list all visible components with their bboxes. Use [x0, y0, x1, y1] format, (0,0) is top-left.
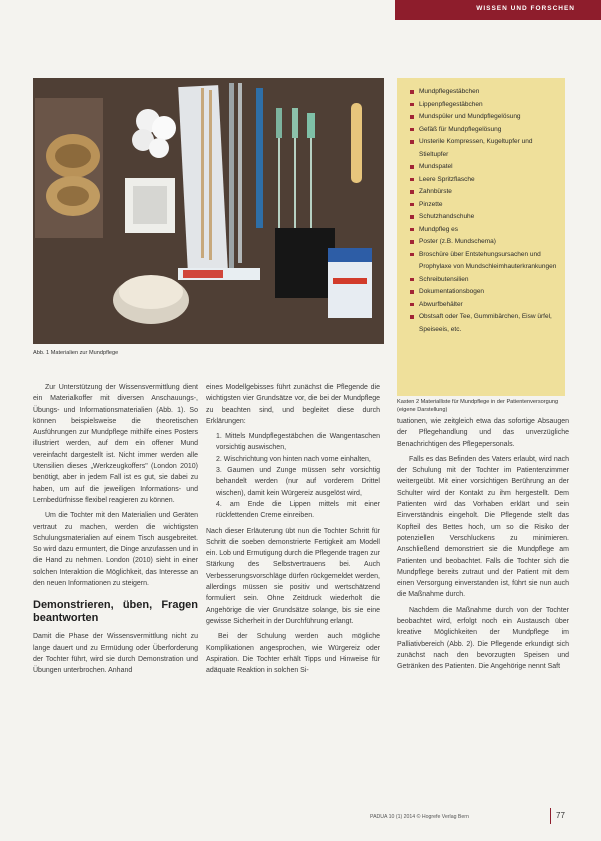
footer-divider	[550, 808, 551, 824]
text-column-1	[33, 382, 198, 681]
list-item: Schreibutensilien	[409, 274, 559, 287]
list-item: 4. am Ende die Lippen mittels mit einer rückfettenden Creme einreiben.	[216, 500, 380, 520]
paragraph: tuationen, wie zeitgleich etwa das sofortige Absaugen der Pflegehandlung und das unverzügliche Benachrichtigen des Pflegepersonals.	[397, 418, 569, 448]
journal-footer: PADUA 10 (1) 2014 © Hogrefe Verlag Bern	[370, 814, 469, 820]
paragraph: Nachdem die Maßnahme durch von der Tochter beobachtet wird, erfolgt noch ein Austausch über kreative Möglichkeiten der Mundpflege im Palliativbereich (Abb. 2). Die Pflegende erkundigt sich zunächst nach den bevorzugten Speisen und Getränken des Patienten. Die Angehörige nennt Saft	[397, 606, 569, 671]
list-item: 3. Gaumen und Zunge müssen sehr vorsichtig behandelt werden (nur auf vorderem Drittel wischen), damit kein Würgereiz ausgelöst wird,	[216, 467, 380, 497]
list-item: Lippenpflegestäbchen	[409, 99, 559, 112]
figure-caption: Abb. 1 Materialien zur Mundpflege	[33, 350, 119, 356]
list-item: 1. Mittels Mundpflegestäbchen die Wangentaschen vorsichtig auswischen,	[216, 433, 380, 452]
list-item: Dokumentationsbogen	[409, 286, 559, 299]
page-number: 77	[556, 811, 565, 820]
numbered-list	[206, 431, 380, 521]
paragraph: Nach dieser Erläuterung übt nun die Tochter Schritt für Schritt die soeben demonstrierte Fertigkeit am Modell ein. Lob und Ermutigung durch die Pflegende tragen zur Stärkung des Selbstvertrauens bei. Auch Verbesserungsvorschläge dürfen rückgemeldet werden, allerdings müssen sie positiv und wertschätzend formuliert sein. Ohne Zeitdruck wiederholt die Angehörige die vier Grundsätze solange, bis sie eine gewisse Sicherheit in der Durchführung erlangt.	[206, 527, 380, 625]
paragraph: Bei der Schulung werden auch mögliche Komplikationen angesprochen, wie Würgereiz oder Aspiration. Die Tochter erhält Tipps und Hinweise für adäquate Reaktion in solchen Si-	[206, 633, 380, 675]
list-item: Abwurfbehälter	[409, 299, 559, 312]
section-heading: Demonstrieren, üben, Fragen beantworten	[33, 599, 198, 625]
list-item: Schutzhandschuhe	[409, 211, 559, 224]
material-list	[397, 78, 565, 336]
list-item: Unsterile Kompressen, Kugeltupfer und Stieltupfer	[409, 136, 559, 161]
list-item: Obstsaft oder Tee, Gummibärchen, Eisw ürfel, Speiseeis, etc.	[409, 311, 559, 336]
list-item: Pinzette	[409, 199, 559, 212]
section-header-bar	[395, 0, 601, 20]
list-item: Gefäß für Mundpflegelösung	[409, 124, 559, 137]
list-item: Poster (z.B. Mundschema)	[409, 236, 559, 249]
list-item: Broschüre über Entstehungsursachen und Prophylaxe von Mundschleimhauterkrankungen	[409, 249, 559, 274]
list-item: Mundpflegestäbchen	[409, 86, 559, 99]
list-item: Leere Spritzflasche	[409, 174, 559, 187]
list-item: Mundspatel	[409, 161, 559, 174]
box-caption: Kasten 2 Materialliste für Mundpflege in der Patientenversorgung (eigene Darstellung)	[397, 399, 559, 413]
figure-photo	[33, 78, 384, 344]
material-list-box	[397, 78, 565, 396]
list-item: Mundspüler und Mundpflegelösung	[409, 111, 559, 124]
text-column-2	[206, 382, 380, 680]
text-column-3	[397, 416, 569, 677]
paragraph: Damit die Phase der Wissensvermittlung nicht zu lange dauert und zu Ermüdung oder Überforderung der Tochter führt, wird sie durch Demonstration und Übungen unterbrochen. Anhand	[33, 633, 198, 675]
list-item: Zahnbürste	[409, 186, 559, 199]
section-label: WISSEN UND FORSCHEN	[476, 5, 575, 12]
paragraph: Zur Unterstützung der Wissensvermittlung dient ein Materialkoffer mit diversen Anschauungs-, Übungs- und Informationsmaterialien (Abb. 1). So können beispielsweise die theoretischen Ausführungen zur Mundpflege mithilfe eines Posters illustriert werden, auf dem ein offener Mund vereinfacht dargestellt ist. Nicht immer werden alle Utensilien dieses „Werkzeugkoffers" (London 2010) benötigt, aber in jedem Fall ist es gut, sie dabei zu haben, um auf die jeweiligen Informations- und Lernbedürfnisse flexibel reagieren zu können.	[33, 384, 198, 504]
paragraph: Um die Tochter mit den Materialien und Geräten vertraut zu machen, werden die wichtigsten Schulungsmaterialien auf einem Tisch ausgebreitet. So wird dazu ermuntert, die Dinge anzufassen und in die Hand zu nehmen. London (2010) sieht in einer solchen Interaktion die Möglichkeit, das Interesse an den neuen Informationen zu steigern.	[33, 512, 198, 588]
list-item: 2. Wischrichtung von hinten nach vorne einhalten,	[216, 455, 371, 463]
mouthcare-materials-illustration	[33, 78, 384, 344]
list-item: Mundpfleg es	[409, 224, 559, 237]
paragraph: Falls es das Befinden des Vaters erlaubt, wird nach der Schulung mit der Tochter im Patientenzimmer weitergeübt. Mit einer vorsichtigen Berührung an der Schulter wird der Kontakt zu ihm hergestellt. Dem Patienten wird das Vorhaben erklärt und sein Einverständnis eingeholt. Die Pflegende stellt das Kopfteil des Bettes hoch, um so die Risiko der potenziellen Verschluckens zu minimieren. Anschließend demonstriert sie die Mundpflege am Patienten und beobachtet. Falls die Tochter sich die Mundpflege bereits zutraut und der Patient mit dem einen Versorgung einverstanden ist, führt sie nun auch die Maßnahme durch.	[397, 455, 569, 599]
paragraph: eines Modellgebisses führt zunächst die Pflegende die wichtigsten vier Grundsätze vor, die bei der Mundpflege zu beachten sind, und begleitet diese durch Erklärungen:	[206, 384, 380, 425]
